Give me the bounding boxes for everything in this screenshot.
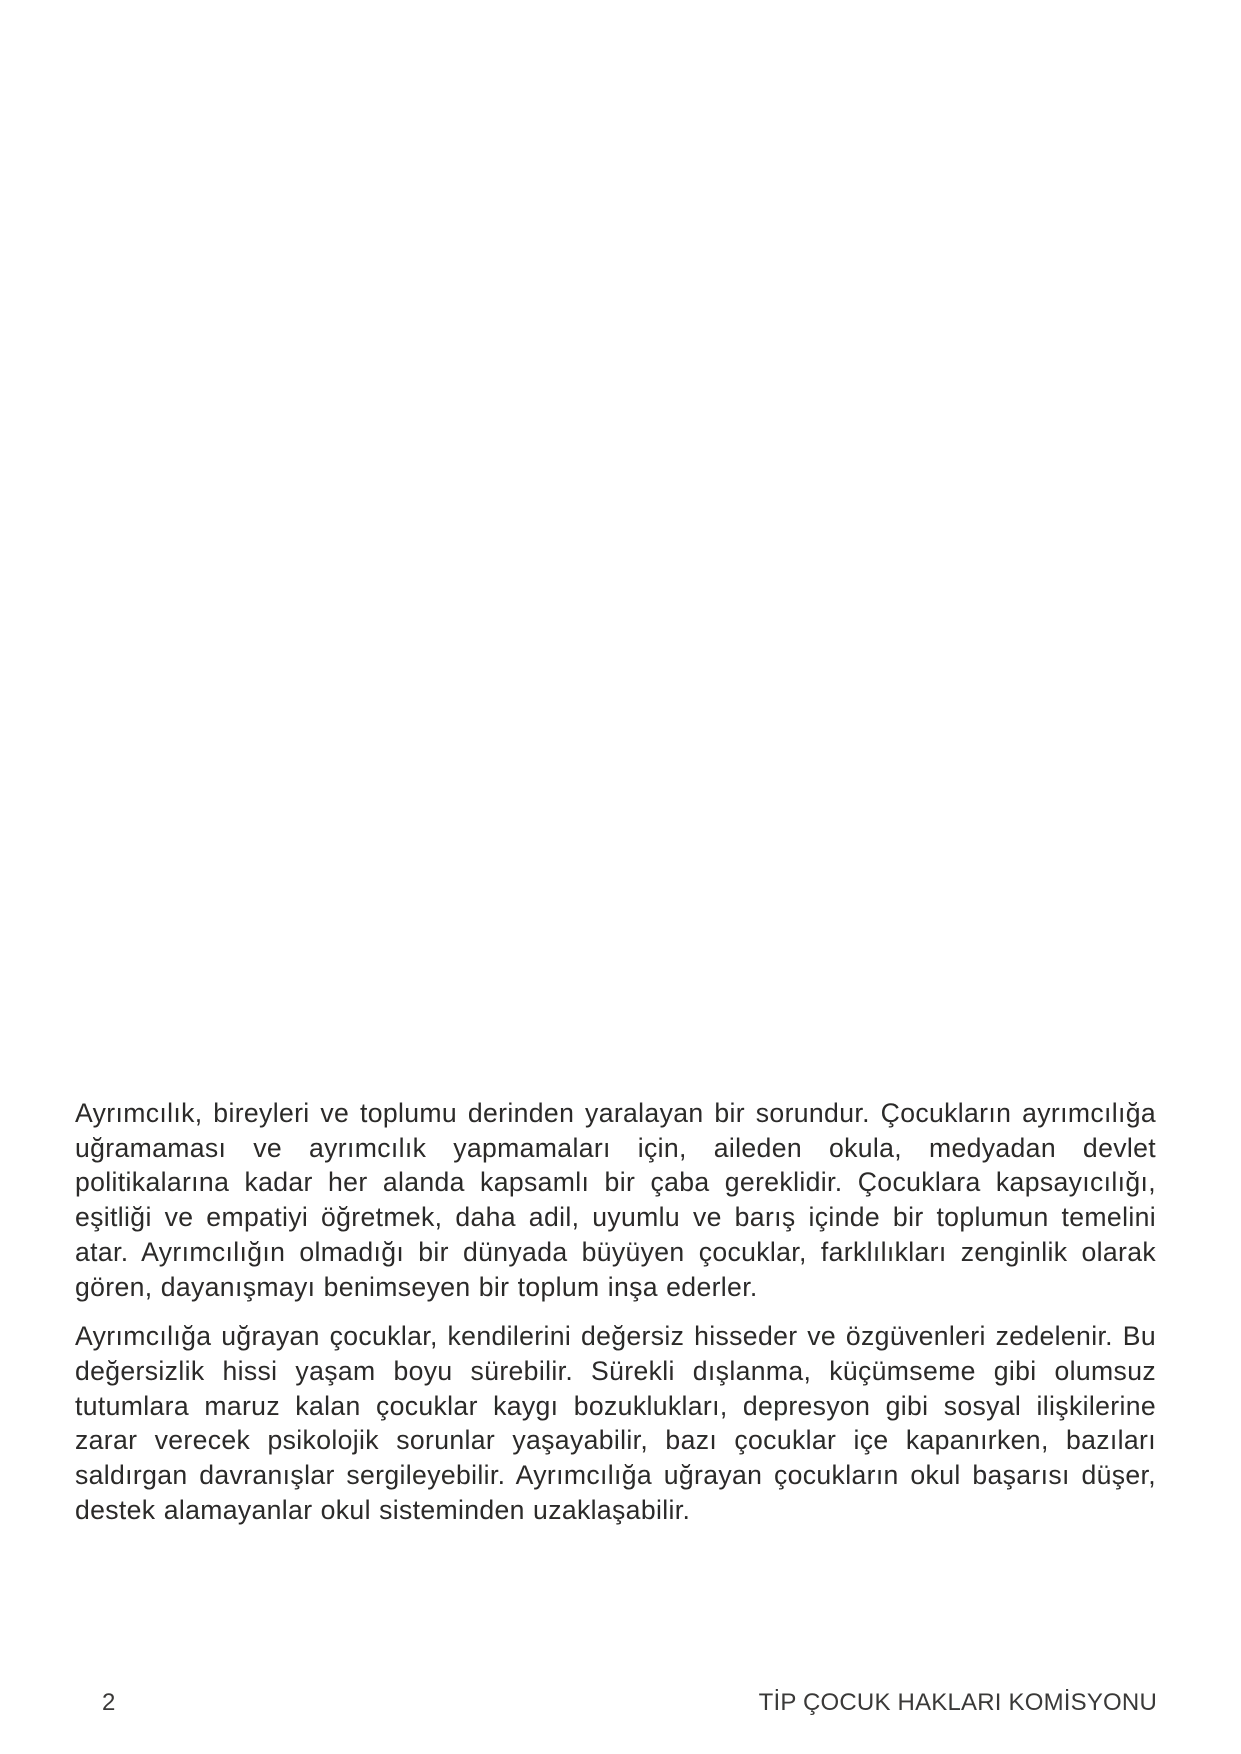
page-number: 2 [102,1689,116,1716]
paragraph-2: Ayrımcılığa uğrayan çocuklar, kendilerini değersiz hisseder ve özgüvenleri zedelenir. Bu değersizlik hissi yaşam boyu sürebilir. Sürekli dışlanma, küçümseme gibi olumsuz tutumlara maruz kalan çocuklar kaygı bozuklukları, depresyon gibi sosyal ilişkilerine zarar verecek psikolojik sorunlar yaşayabilir, bazı çocuklar içe kapanırken, bazıları saldırgan davranışlar sergileyebilir. Ayrımcılığa uğrayan çocukların okul başarısı düşer, destek alamayanlar okul sisteminden uzaklaşabilir. [75,1321,1156,1525]
body-text [75,1096,1156,1542]
paragraph-1: Ayrımcılık, bireyleri ve toplumu derinden yaralayan bir sorundur. Çocukların ayrımcılığa uğramaması ve ayrımcılık yapmamaları için, aileden okula, medyadan devlet politikalarına kadar her alanda kapsamlı bir çaba gereklidir. Çocuklara kapsayıcılığı, eşitliği ve empatiyi öğretmek, daha adil, uyumlu ve barış içinde bir toplumun temelini atar. Ayrımcılığın olmadığı bir dünyada büyüyen çocuklar, farklılıkları zenginlik olarak gören, dayanışmayı benimseyen bir toplum inşa ederler. [75,1098,1156,1302]
footer-title: TİP ÇOCUK HAKLARI KOMİSYONU [758,1689,1157,1716]
page-footer [0,1686,1241,1720]
